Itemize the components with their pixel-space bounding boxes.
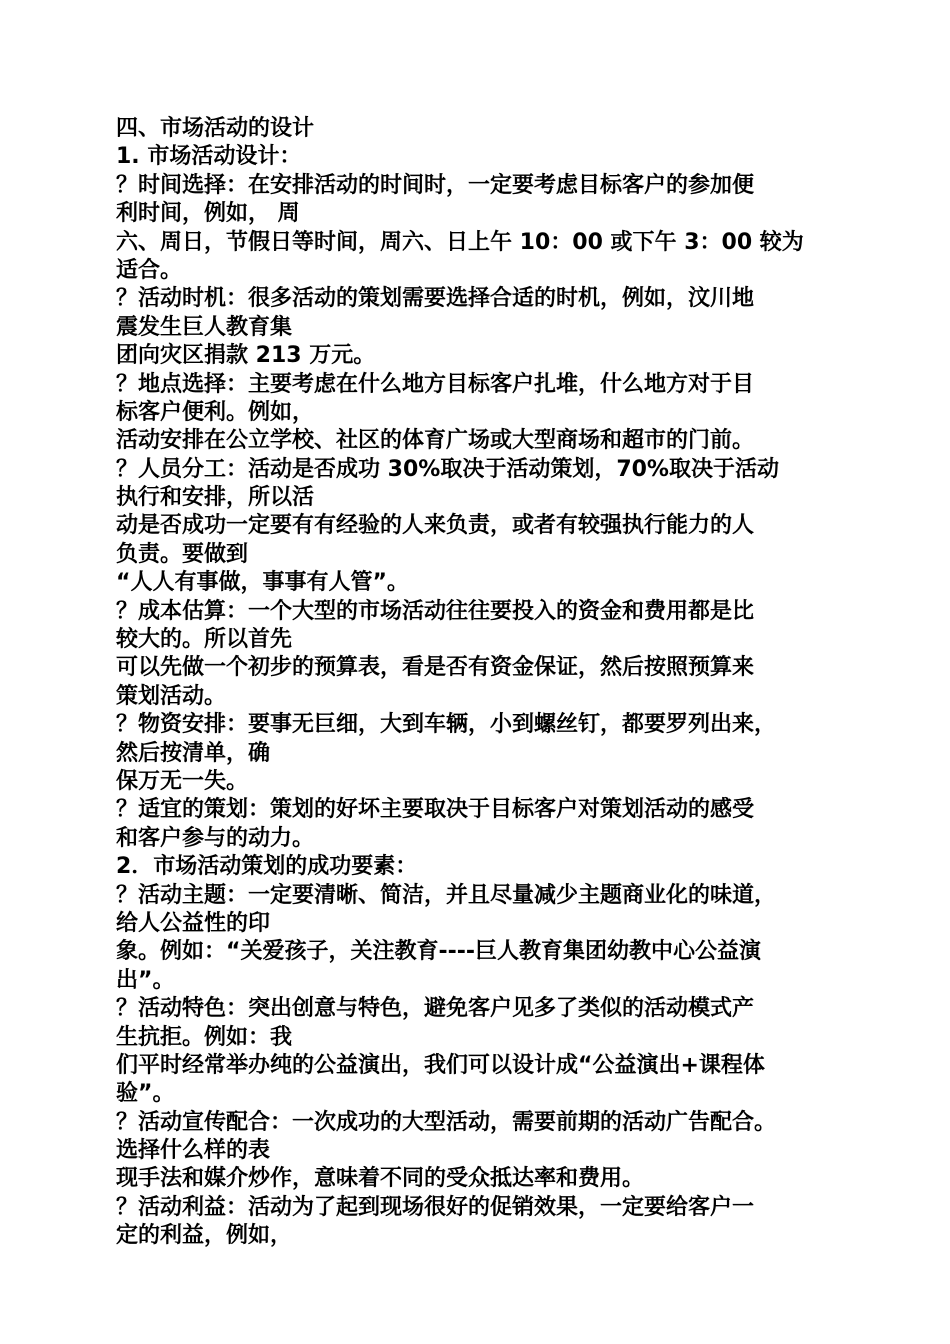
text-line: 动是否成功一定要有有经验的人来负责，或者有较强执行能力的人	[116, 513, 755, 539]
text-line: ？活动利益：活动为了起到现场很好的促销效果，一定要给客户一	[116, 1194, 755, 1220]
text-line: ？活动主题：一定要清晰、简洁，并且尽量减少主题商业化的味道，	[116, 882, 777, 908]
text-line: 适合。	[116, 257, 183, 283]
text-line: 六、周日，节假日等时间，周六、日上午 10：00 或下午 3：00 较为	[116, 229, 804, 255]
text-line: “人人有事做，事事有人管”。	[116, 570, 409, 596]
text-line: 然后按清单，确	[116, 740, 271, 766]
text-line: 活动安排在公立学校、社区的体育广场或大型商场和超市的门前。	[116, 428, 755, 454]
text-line: 策划活动。	[116, 683, 227, 709]
text-line: 2．市场活动策划的成功要素：	[116, 854, 418, 880]
text-line: 选择什么样的表	[116, 1138, 271, 1164]
text-line: 团向灾区捐款 213 万元。	[116, 343, 376, 369]
text-line: 和客户参与的动力。	[116, 825, 315, 851]
text-line: 出”。	[116, 967, 175, 993]
text-line: 象。例如：“关爱孩子，关注教育----巨人教育集团幼教中心公益演	[116, 939, 761, 965]
text-line: 震发生巨人教育集	[116, 314, 293, 340]
text-line: ？活动时机：很多活动的策划需要选择合适的时机，例如，汶川地	[116, 286, 755, 312]
text-line: ？地点选择：主要考虑在什么地方目标客户扎堆，什么地方对于目	[116, 371, 755, 397]
text-line: 给人公益性的印	[116, 910, 271, 936]
text-line: ？成本估算：一个大型的市场活动往往要投入的资金和费用都是比	[116, 598, 755, 624]
text-line: 生抗拒。例如：我	[116, 1024, 293, 1050]
text-line: 负责。要做到	[116, 541, 249, 567]
text-line: ？人员分工：活动是否成功 30%取决于活动策划，70%取决于活动	[116, 456, 779, 482]
text-line: ？活动特色：突出创意与特色，避免客户见多了类似的活动模式产	[116, 996, 755, 1022]
text-line: 标客户便利。例如，	[116, 399, 315, 425]
text-line: 利时间，例如， 周	[116, 201, 300, 227]
text-line: 1. 市场活动设计：	[116, 144, 302, 170]
text-line: 四、市场活动的设计	[116, 116, 315, 141]
text-line: ？物资安排：要事无巨细，大到车辆，小到螺丝钉，都要罗列出来，	[116, 712, 777, 738]
text-line: ？时间选择：在安排活动的时间时，一定要考虑目标客户的参加便	[116, 172, 755, 198]
text-line: 们平时经常举办纯的公益演出，我们可以设计成“公益演出+课程体	[116, 1052, 765, 1078]
text-line: 定的利益，例如，	[116, 1223, 293, 1249]
text-line: 可以先做一个初步的预算表，看是否有资金保证，然后按照预算来	[116, 655, 755, 681]
text-line: 保万无一失。	[116, 768, 249, 794]
document-body	[116, 115, 846, 1251]
text-line: 较大的。所以首先	[116, 627, 293, 653]
text-line: 现手法和媒介炒作，意味着不同的受众抵达率和费用。	[116, 1166, 645, 1192]
text-line: 验”。	[116, 1081, 175, 1107]
text-line: 执行和安排，所以活	[116, 485, 315, 511]
text-line: ？适宜的策划：策划的好坏主要取决于目标客户对策划活动的感受	[116, 797, 755, 823]
text-line: ？活动宣传配合：一次成功的大型活动，需要前期的活动广告配合。	[116, 1109, 777, 1135]
